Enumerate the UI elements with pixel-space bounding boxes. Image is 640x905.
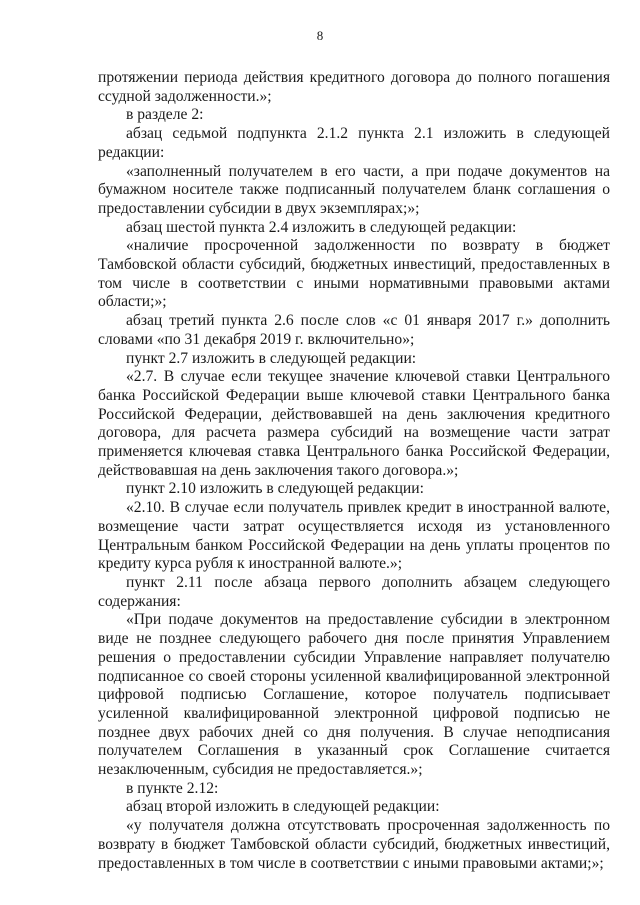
document-body [98, 69, 610, 873]
paragraph-amendment-2-6: абзац третий пункта 2.6 после слов «с 01 января 2017 г.» дополнить словами «по 31 декабря 2019 г. включительно»; [98, 312, 610, 348]
paragraph-quote-2-7: «2.7. В случае если текущее значение ключевой ставки Центрального банка Российской Федерации выше ключевой ставки Центрального банка Российской Федерации, действовавшей на день заключения кредитного договора, для расчета размера субсидий на возмещение части затрат применяется ключевая ставка Центрального банка Российской Федерации, действовавшая на день заключения такого договора.»; [98, 368, 610, 479]
paragraph-quote-2-12: «у получателя должна отсутствовать просроченная задолженность по возврату в бюджет Тамбовской области субсидий, бюджетных инвестиций, предоставленных в том числе в соответствии с иными правовыми актами;»; [98, 817, 610, 872]
paragraph-quote-2-11: «При подаче документов на предоставление субсидии в электронном виде не позднее следующего рабочего дня после принятия Управлением решения о предоставлении субсидии Управление направляет получателю подписанное со своей стороны усиленной квалифицированной электронной цифровой подписью Соглашение, которое получатель подписывает усиленной квалифицированной электронной цифровой подписью не позднее двух рабочих дней со дня получения. В случае неподписания получателем Соглашения в указанный срок Соглашение считается незаключенным, субсидия не предоставляется.»; [98, 611, 610, 779]
paragraph-quote-form: «заполненный получателем в его части, а при подаче документов на бумажном носителе также подписанный получателем бланк соглашения о предоставлении субсидии в двух экземплярах;»; [98, 162, 610, 217]
paragraph-amendment-2-12: в пункте 2.12: [126, 779, 219, 797]
paragraph-amendment-2-11: пункт 2.11 после абзаца первого дополнить абзацем следующего содержания: [98, 573, 610, 610]
paragraph-amendment-2-12-abz2: абзац второй изложить в следующей редакции: [126, 798, 440, 816]
paragraph-amendment-2-4: абзац шестой пункта 2.4 изложить в следующей редакции: [126, 218, 517, 236]
page-number: 8 [316, 28, 324, 43]
paragraph-section-2: в разделе 2: [126, 106, 204, 124]
paragraph-continuation: протяжении периода действия кредитного договора до полного погашения ссудной задолженности.»; [98, 69, 610, 105]
paragraph-quote-2-10: «2.10. В случае если получатель привлек кредит в иностранной валюте, возмещение части затрат осуществляется исходя из установленного Центральным банком Российской Федерации на день уплаты процентов по кредиту курса рубля к иностранной валюте.»; [98, 499, 610, 573]
paragraph-amendment-2-7: пункт 2.7 изложить в следующей редакции: [126, 349, 417, 367]
paragraph-quote-debt: «наличие просроченной задолженности по возврату в бюджет Тамбовской области субсидий, бюджетных инвестиций, предоставленных в том числе в соответствии с иными нормативными правовыми актами области;»; [98, 237, 610, 311]
paragraph-amendment-2-1-2: абзац седьмой подпункта 2.1.2 пункта 2.1 изложить в следующей редакции: [98, 125, 610, 161]
paragraph-amendment-2-10: пункт 2.10 изложить в следующей редакции: [126, 480, 424, 498]
